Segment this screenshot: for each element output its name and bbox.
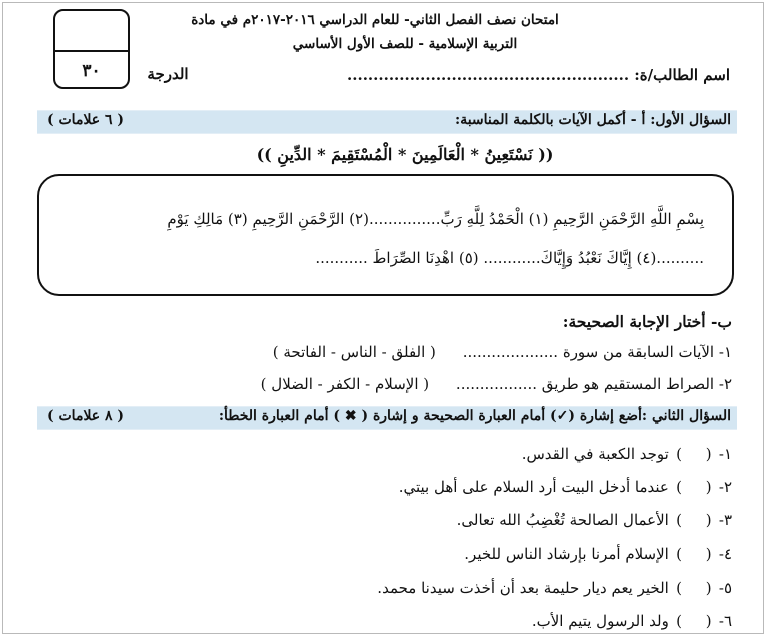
question1-title: السؤال الأول: أ - أكمل الآيات بالكلمة المناسبة: — [455, 112, 731, 128]
question2-header — [37, 406, 737, 430]
student-name-field: اسم الطالب/ة: ...................................................... — [347, 66, 730, 84]
verse-line-1: بِسْمِ اللَّهِ الرَّحْمَنِ الرَّحِيمِ (١) الْحَمْدُ لِلَّهِ رَبِّ...............(٢) الرَّحْمَنِ الرَّحِيمِ (٣) مَالِكِ يَوْمِ — [167, 210, 704, 228]
tf-item — [464, 545, 732, 563]
tf-item-number: ٥- — [718, 579, 732, 597]
answer-parens: ( ) — [676, 478, 712, 496]
exam-subject: التربية الإسلامية - للصف الأول الأساسي — [292, 36, 518, 52]
verse-box — [37, 174, 734, 296]
tf-item-number: ٦- — [718, 612, 732, 630]
tf-item-text: توجد الكعبة في القدس. — [521, 445, 669, 463]
question2-title: السؤال الثاني :أضع إشارة (✓) أمام العبارة الصحيحة و إشارة ( ✖ ) أمام العبارة الخطأ: — [218, 408, 731, 424]
mc-question-1-options: ( الفلق - الناس - الفاتحة ) — [272, 343, 436, 361]
verse-line-2: ..........(٤) إِيَّاكَ نَعْبُدُ وَإِيَّاكَ............ (٥) اهْدِنَا الصِّرَاطَ ........... — [315, 249, 704, 267]
grade-box-score-area — [55, 11, 128, 52]
tf-item-text: ولد الرسول يتيم الأب. — [531, 612, 669, 630]
tf-item-number: ٢- — [718, 478, 732, 496]
tf-item-number: ١- — [718, 445, 732, 463]
grade-total: ٣٠ — [82, 60, 101, 81]
question1-header — [37, 110, 737, 134]
question1-marks: ( ٦ علامات ) — [47, 112, 125, 128]
tf-item-text: الإسلام أمرنا بإرشاد الناس للخير. — [464, 545, 669, 563]
tf-item-number: ٤- — [718, 545, 732, 563]
partb-title: ب- أختار الإجابة الصحيحة: — [562, 312, 732, 331]
mc-question-2-options: ( الإسلام - الكفر - الضلال ) — [260, 375, 430, 393]
answer-parens: ( ) — [676, 545, 712, 563]
tf-item — [399, 478, 732, 496]
tf-item-text: عندما أدخل البيت أرد السلام على أهل بيتي. — [398, 478, 669, 496]
answer-parens: ( ) — [676, 612, 712, 630]
mc-question-1-text: ١- الآيات السابقة من سورة .................... — [462, 343, 732, 361]
tf-item-text: الخير يعم ديار حليمة بعد أن أخذت سيدنا محمد. — [377, 579, 669, 597]
tf-item — [522, 445, 732, 463]
tf-item — [532, 612, 732, 630]
exam-title: امتحان نصف الفصل الثاني- للعام الدراسي ٢٠١٦-٢٠١٧م في مادة — [191, 12, 559, 28]
question2-marks: ( ٨ علامات ) — [47, 408, 125, 424]
tf-item-text: الأعمال الصالحة تُغْضِبُ الله تعالى. — [456, 511, 669, 529]
grade-label: الدرجة — [147, 65, 189, 83]
word-bank: (( نَسْتَعِينُ * الْعَالَمِينَ * الْمُسْتَقِيمَ * الدِّينِ )) — [256, 145, 554, 164]
answer-parens: ( ) — [676, 579, 712, 597]
answer-parens: ( ) — [676, 511, 712, 529]
mc-question-2-text: ٢- الصراط المستقيم هو طريق ................. — [455, 375, 732, 393]
grade-box — [53, 9, 130, 89]
tf-item — [457, 511, 732, 529]
mc-question-2 — [261, 375, 732, 393]
tf-item-number: ٣- — [718, 511, 732, 529]
tf-item — [377, 579, 732, 597]
answer-parens: ( ) — [676, 445, 712, 463]
mc-question-1 — [273, 343, 732, 361]
